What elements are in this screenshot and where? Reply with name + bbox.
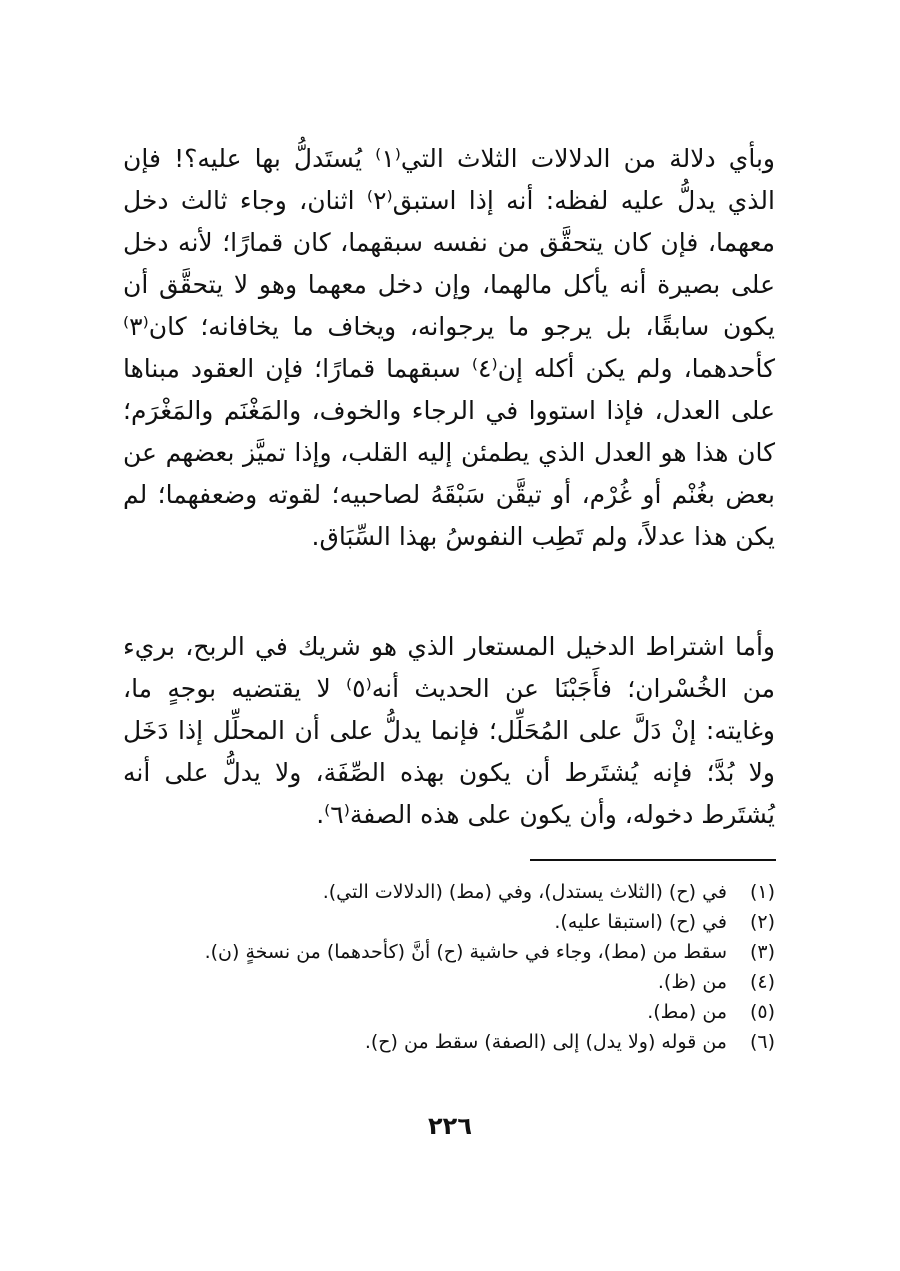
footnote-text: من (مط). — [647, 1001, 727, 1023]
footnote-separator — [530, 859, 776, 861]
footnote-number: (١) — [749, 881, 775, 903]
footnote-number: (٣) — [749, 941, 775, 963]
footnote-item — [123, 877, 775, 907]
footnote-item — [123, 937, 775, 967]
footnotes-list — [123, 877, 775, 1057]
footnote-text: من قوله (ولا يدل) إلى (الصفة) سقط من (ح). — [364, 1031, 727, 1053]
footnote-item — [123, 997, 775, 1027]
footnote-item — [123, 907, 775, 937]
footnote-text: في (ح) (الثلاث يستدل)، وفي (مط) (الدلالات التي). — [322, 881, 727, 903]
footnote-number: (٦) — [749, 1031, 775, 1053]
footnote-number: (٥) — [749, 1001, 775, 1023]
footnote-text: في (ح) (استبقا عليه). — [554, 911, 727, 933]
body-paragraph-2: وأما اشتراط الدخيل المستعار الذي هو شريك في الربح، بريء من الخُسْران؛ فأَجَبْنَا عن الحديث أنه⁽٥⁾ لا يقتضيه بوجهٍ ما، وغايته: إنْ دَلَّ على المُحَلِّل؛ فإنما يدلُّ على أن المحلِّل إذا دَخَل ولا بُدَّ؛ فإنه يُشتَرط أن يكون بهذه الصِّفَة، ولا يدلُّ على أنه يُشتَرط دخوله، وأن يكون على هذه الصفة⁽٦⁾. — [123, 632, 776, 829]
footnote-text: من (ظ). — [657, 971, 727, 993]
body-paragraph-1: وبأي دلالة من الدلالات الثلاث التي⁽١⁾ يُستَدلُّ بها عليه؟! فإن الذي يدلُّ عليه لفظه: أنه إذا استبق⁽٢⁾ اثنان، وجاء ثالث دخل معهما، فإن كان يتحقَّق من نفسه سبقهما، كان قمارًا؛ لأنه دخل على بصيرة أنه يأكل مالهما، وإن دخل معهما وهو لا يتحقَّق أن يكون سابقًا، بل يرجو ما يرجوانه، ويخاف ما يخافانه؛ كان⁽٣⁾ كأحدهما، ولم يكن أكله إن⁽٤⁾ سبقهما قمارًا؛ فإن العقود مبناها على العدل، فإذا استووا في الرجاء والخوف، والمَغْنَم والمَغْرَم؛ كان هذا هو العدل الذي يطمئن إليه القلب، وإذا تميَّز بعضهم عن بعض بغُنْم أو غُرْم، أو تيقَّن سَبْقَهُ لصاحبيه؛ لقوته وضعفهما؛ لم يكن هذا عدلاً، ولم تَطِب النفوسُ بهذا السِّبَاق. — [123, 144, 775, 551]
footnote-item — [123, 1027, 775, 1057]
footnote-number: (٤) — [749, 971, 775, 993]
page-number: ٢٢٦ — [428, 1112, 472, 1140]
footnote-item — [123, 967, 775, 997]
footnote-number: (٢) — [749, 911, 775, 933]
footnote-text: سقط من (مط)، وجاء في حاشية (ح) أنَّ (كأحدهما) من نسخةٍ (ن). — [204, 941, 727, 963]
